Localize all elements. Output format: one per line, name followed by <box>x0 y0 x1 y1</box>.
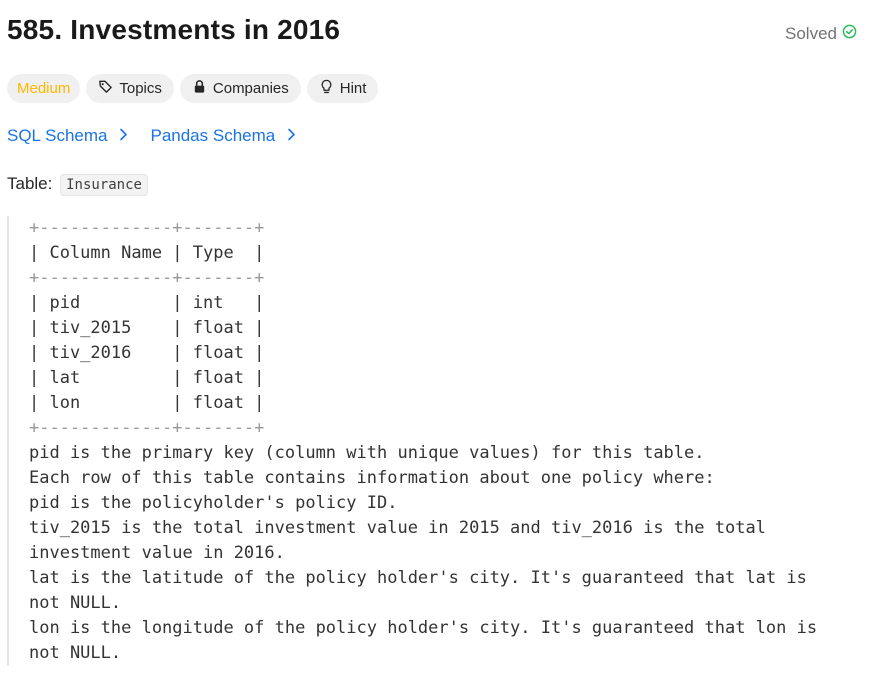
table-border-top: +-------------+-------+ <box>29 218 265 238</box>
hint-label: Hint <box>339 80 367 97</box>
table-header-row: | Column Name | Type | <box>29 243 265 263</box>
description-line: lon is the longitude of the policy holder's city. It's guaranteed that lon is <box>29 618 818 638</box>
hint-button[interactable] <box>307 74 379 103</box>
pandas-schema-label: Pandas Schema <box>150 126 276 145</box>
chevron-right-icon <box>287 126 296 146</box>
solved-status <box>785 24 857 44</box>
table-row: | tiv_2016 | float | <box>29 343 265 363</box>
difficulty-badge <box>7 74 80 103</box>
lightbulb-icon <box>319 79 334 98</box>
companies-button[interactable] <box>180 74 301 103</box>
table-name-code: Insurance <box>60 174 148 196</box>
sql-schema-label: SQL Schema <box>7 126 108 145</box>
pandas-schema-link[interactable] <box>150 126 296 146</box>
problem-title: 585. Investments in 2016 <box>7 14 341 45</box>
description-line: not NULL. <box>29 643 122 663</box>
table-row: | tiv_2015 | float | <box>29 318 265 338</box>
tag-icon <box>98 79 113 98</box>
table-label: Table: <box>7 174 53 193</box>
schema-links <box>7 126 296 146</box>
description-line: not NULL. <box>29 593 122 613</box>
table-row: | lat | float | <box>29 368 265 388</box>
description-line: lat is the latitude of the policy holder's city. It's guaranteed that lat is <box>29 568 807 588</box>
description-line: pid is the policyholder's policy ID. <box>29 493 398 513</box>
problem-tags <box>7 74 378 103</box>
topics-button[interactable] <box>86 74 174 103</box>
solved-label: Solved <box>785 24 837 43</box>
lock-icon <box>192 79 207 98</box>
table-row: | lon | float | <box>29 393 265 413</box>
companies-label: Companies <box>212 80 289 97</box>
table-border-bottom: +-------------+-------+ <box>29 418 265 438</box>
table-label-line <box>7 174 148 196</box>
table-row: | pid | int | <box>29 293 265 313</box>
schema-pre <box>29 216 817 666</box>
description-line: Each row of this table contains information about one policy where: <box>29 468 715 488</box>
difficulty-label: Medium <box>17 80 71 97</box>
description-line: tiv_2015 is the total investment value in 2015 and tiv_2016 is the total <box>29 518 766 538</box>
sql-schema-link[interactable] <box>7 126 128 146</box>
description-line: investment value in 2016. <box>29 543 285 563</box>
check-circle-icon <box>842 24 857 44</box>
schema-code-block <box>7 216 857 666</box>
chevron-right-icon <box>119 126 128 146</box>
description-line: pid is the primary key (column with unique values) for this table. <box>29 443 705 463</box>
topics-label: Topics <box>119 80 162 97</box>
table-border-mid: +-------------+-------+ <box>29 268 265 288</box>
